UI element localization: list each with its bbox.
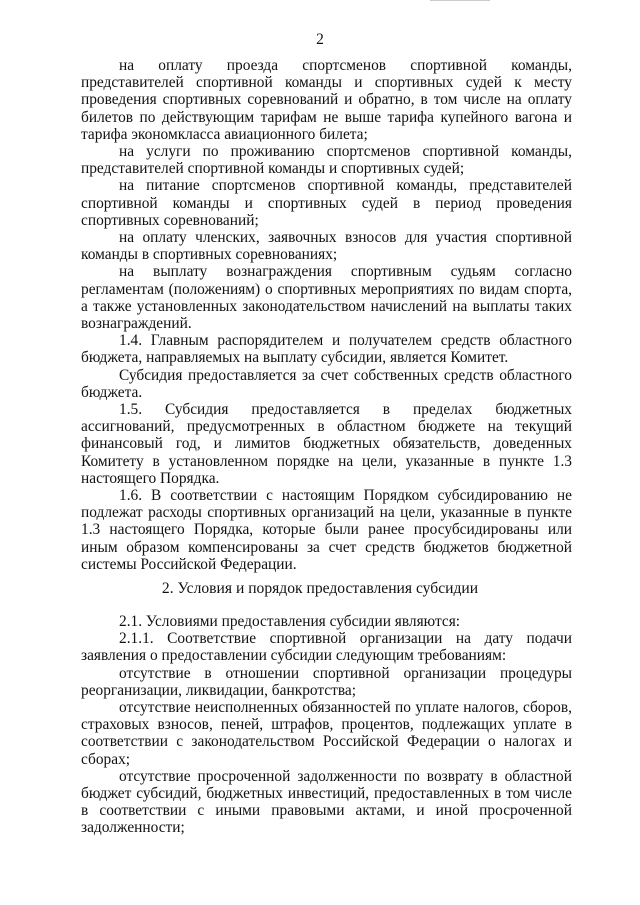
paragraph: 1.4. Главным распорядителем и получателем средств областного бюджета, направляемых на выплату субсидии, является Комитет. [81,332,572,367]
paragraph: 1.5. Субсидия предоставляется в пределах бюджетных ассигнований, предусмотренных в областном бюджете на текущий финансовый год, и лимитов бюджетных обязательств, доведенных Комитету в установленном порядке на цели, указанные в пункте 1.3 настоящего Порядка. [81,401,572,487]
paragraph: 2.1. Условиями предоставления субсидии являются: [119,613,461,630]
paragraph: отсутствие в отношении спортивной организации процедуры реорганизации, ликвидации, банкротства; [81,664,572,699]
paragraph: отсутствие неисполненных обязанностей по уплате налогов, сборов, страховых взносов, пеней, штрафов, процентов, подлежащих уплате в соответствии с законодательством Российской Федерации о налогах и сборах; [81,699,572,768]
paragraph: 1.6. В соответствии с настоящим Порядком субсидированию не подлежат расходы спортивных организаций на цели, указанные в пункте 1.3 настоящего Порядка, которые были ранее просубсидированы или иным образом компенсированы за счет средств бюджетов бюджетной системы Российской Федерации. [81,487,572,573]
paragraph: на оплату проезда спортсменов спортивной команды, представителей спортивной команды и спортивных судей к месту проведения спортивных соревнований и обратно, в том числе на оплату билетов по действующим тарифам не выше тарифа купейного вагона и тарифа экономкласса авиационного билета; [81,57,572,143]
paragraph: на питание спортсменов спортивной команды, представителей спортивной команды и спортивных судей в период проведения спортивных соревнований; [81,177,572,229]
body-text-top [81,57,572,573]
body-text-bottom [81,613,572,837]
section-heading: 2. Условия и порядок предоставления субсидии [161,580,479,597]
paragraph: на выплату вознаграждения спортивным судьям согласно регламентам (положениям) о спортивных мероприятиях по видам спорта, а также установленных законодательством начислений на выплаты таких вознаграждений. [81,263,572,333]
paragraph: 2.1.1. Соответствие спортивной организации на дату подачи заявления о предоставлении субсидии следующим требованиям: [81,630,572,665]
page-number: 2 [316,31,324,48]
paragraph: на оплату членских, заявочных взносов для участия спортивной команды в спортивных соревнованиях; [81,229,572,264]
scan-edge-mark [430,0,490,2]
paragraph: на услуги по проживанию спортсменов спортивной команды, представителей спортивной команды и спортивных судей; [81,143,572,178]
paragraph: отсутствие просроченной задолженности по возврату в областной бюджет субсидий, бюджетных инвестиций, предоставленных в том числе в соответствии с иными правовыми актами, и иной просроченной задолженности; [81,767,572,837]
paragraph: Субсидия предоставляется за счет собственных средств областного бюджета. [81,366,572,401]
